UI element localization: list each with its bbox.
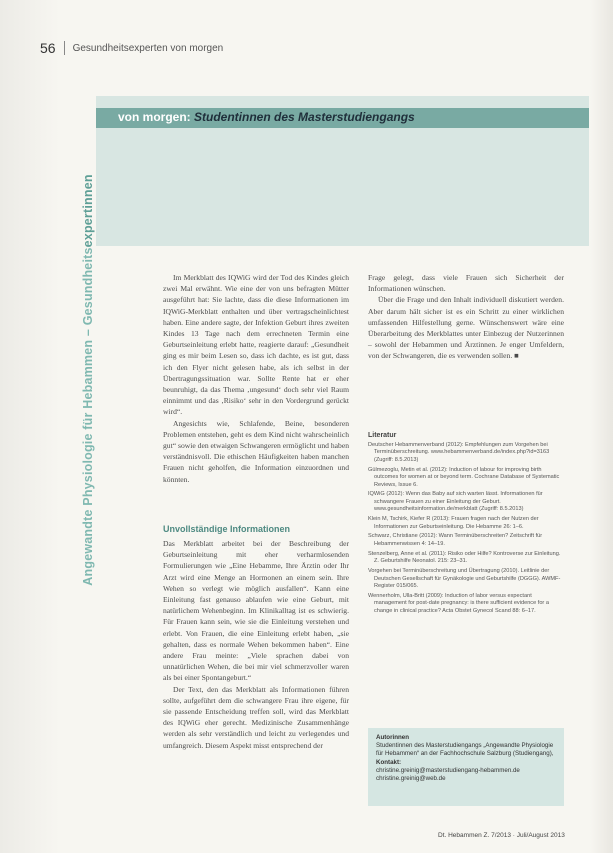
contact-email[interactable]: christine.greinig@masterstudiengang-hebammen.de bbox=[376, 766, 520, 774]
column-one-continued bbox=[163, 538, 349, 751]
literature-item: Schwarz, Christiane (2012): Wann Terminüberschreiten? Zeitschrift für Hebammenwissen 4: 14–19. bbox=[368, 533, 543, 547]
paragraph: Das Merkblatt arbeitet bei der Beschreibung der Geburtseinleitung mit eher verharmlosenden Formulierungen wie „Eine Hebamme, Ihre Ärztin oder Ihr Arzt wird eine Menge an Hormonen an einem sein. Ihre Wehen so verlegt wie möglich ausfallen“. Kann eine Einleitung fast genauso ablaufen wie eine Geburt, mit natürlichem Wehenbeginn. Im Klinikalltag ist es schwierig. Für Frauen kann sein, wie sie die Einleitung verstehen und erlebt. Von Frauen, die eine Einleitung erlebt haben, „sie gehalten, dass es normale Wehen bekommen haben“. Eine andere Frau meinte: „Viele sprachen dabei von unnatürlichen Wehen, die bei mir viel schmerzvoller waren als bei einer Spontangeburt.“ bbox=[163, 539, 349, 683]
contact-label: Kontakt: bbox=[376, 758, 402, 766]
column-two bbox=[368, 272, 564, 362]
contact-email[interactable]: christine.greinig@web.de bbox=[376, 775, 446, 783]
literature-item: Deutscher Hebammenverband (2012): Empfehlungen zum Vorgehen bei Terminüberschreitung. www.hebammenverband.de/index.php?id=3163 (Zugriff: 8.5.2013) bbox=[368, 442, 550, 463]
literature-item: Vorgehen bei Terminüberschreitung und Übertragung (2010). Leitlinie der Deutschen Gesellschaft für Gynäkologie und Geburtshilfe (DGGG). AWMF-Register 015/065. bbox=[368, 568, 561, 589]
article-title bbox=[118, 110, 415, 124]
running-header bbox=[40, 40, 223, 56]
literature-item: Klein M, Tschirk, Kiefer R (2013): Frauen fragen nach der Nutzen der Informationen zur Geburtseinleitung. Die Hebamme 26: 1–6. bbox=[368, 516, 539, 530]
section-subheading: Unvollständige Informationen bbox=[163, 524, 291, 534]
column-one bbox=[163, 272, 349, 485]
authors-heading: Autorinnen bbox=[376, 734, 409, 741]
vertical-label-strong: expertinnen bbox=[81, 174, 95, 248]
vertical-section-label bbox=[81, 174, 95, 585]
paragraph: Frage gelegt, dass viele Frauen sich Sicherheit der Informationen wünschen. bbox=[368, 273, 564, 294]
title-lead: von morgen: bbox=[118, 110, 191, 124]
paragraph: Der Text, den das Merkblatt als Informationen führen sollte, aufgeführt dem die schwangere Frau ihre eigene, für sie passende Entscheidung treffen soll, wird das Merkblatt des IQWiG eher gerecht. Medizinische Zusammenhänge werden als sehr verständlich und leicht zu verlegendes und umfangreich. Diesem Aspekt misst entsprechend der bbox=[163, 684, 349, 750]
literature-item: Stenzelberg, Anne et al. (2011): Risiko oder Hilfe? Kontroverse zur Einleitung. Z. Geburtshilfe Neonatol. 215: 23–31. bbox=[368, 550, 561, 565]
literature-heading: Literatur bbox=[368, 432, 397, 439]
authors-line: Studentinnen des Masterstudiengangs „Angewandte Physiologie für Hebammen“ an der Fachhochschule Salzburg (Studiengang), bbox=[376, 742, 554, 758]
paragraph: Angesichts wie, Schlafende, Beine, besonderen Problemen entstehen, geht es dem Kind nicht wahrscheinlich gut“ sowie den etwaigen Schwangeren ermöglicht und haben verständnisvoll. Die ethischen Häufigkeiten haben manchen Frauen nicht geholfen, die Information einzuordnen und könnten. bbox=[163, 418, 349, 484]
page-number: 56 bbox=[40, 40, 56, 56]
authors-box bbox=[368, 728, 564, 806]
literature-list bbox=[368, 442, 564, 618]
running-title: Gesundheitsexperten von morgen bbox=[72, 42, 224, 54]
paragraph: Im Merkblatt des IQWiG wird der Tod des Kindes gleich zwei Mal erwähnt. Wie eine der von uns befragten Mütter ausgeführt hat: Sie lachte, dass die diese Informationen im IQWiG-Merkblatt enthalten und über vertragscheinlichtest haben. Eine andere sagte, der Infektion Geburt ihres zweiten Kindes 13 Tage nach dem errechneten Termin eine Geburtseinleitung erlebt hatte, reagierte darauf: „Gesundheit ging es mir beim Lesen so, dass ich dachte, es ist gut, dass ich den Flyer nicht gelesen habe, als ich selbst in der Übertragungssituation war. Sollte Rente hat er eher beunruhigt, da das Thema ‚ungesund‘ doch sehr viel Raum einnimmt und das ‚Risiko‘ sehr in den Vordergrund gerückt wird“. bbox=[163, 273, 349, 417]
literature-item: IQWiG (2012): Wenn das Baby auf sich warten lässt. Informationen für schwangere Frauen zu einer Einleitung der Geburt. www.gesundheitsinformation.de/merkblatt (Zugriff: 8.5.2013) bbox=[368, 491, 543, 513]
paragraph: Über die Frage und den Inhalt individuell diskutiert werden. Aber darum hält sicher ist es ein Schritt zu einer wirklichen umfassenden Hilfestellung gerne. Wünschenswert wäre eine Überarbeitung des Merkblattes unter Einbezug der Nutzerinnen – sowohl der Hebammen und Ärztinnen. Je enger Umfeldern, von der Schwangeren, die es verwenden sollen. ■ bbox=[368, 295, 564, 361]
literature-item: Gülmezoglu, Metin et al. (2012): Induction of labour for improving birth outcomes for women at or beyond term. Cochrane Database of Systematic Reviews, Issue 6. bbox=[368, 466, 560, 488]
vertical-label-light: Angewandte Physiologie für Hebammen – Gesundheits bbox=[81, 247, 95, 586]
header-divider bbox=[64, 41, 65, 55]
title-rest: Studentinnen des Masterstudiengangs bbox=[194, 110, 415, 124]
literature-item: Wennerholm, Ulla-Britt (2009): Induction of labor versus expectant management for post-date pregnancy: is there sufficient evidence for a change in clinical practice? Acta Obstet Gynecol Scand 88: 6–17. bbox=[368, 592, 549, 614]
page-footer: Dt. Hebammen Z. 7/2013 · Juli/August 2013 bbox=[438, 832, 565, 839]
